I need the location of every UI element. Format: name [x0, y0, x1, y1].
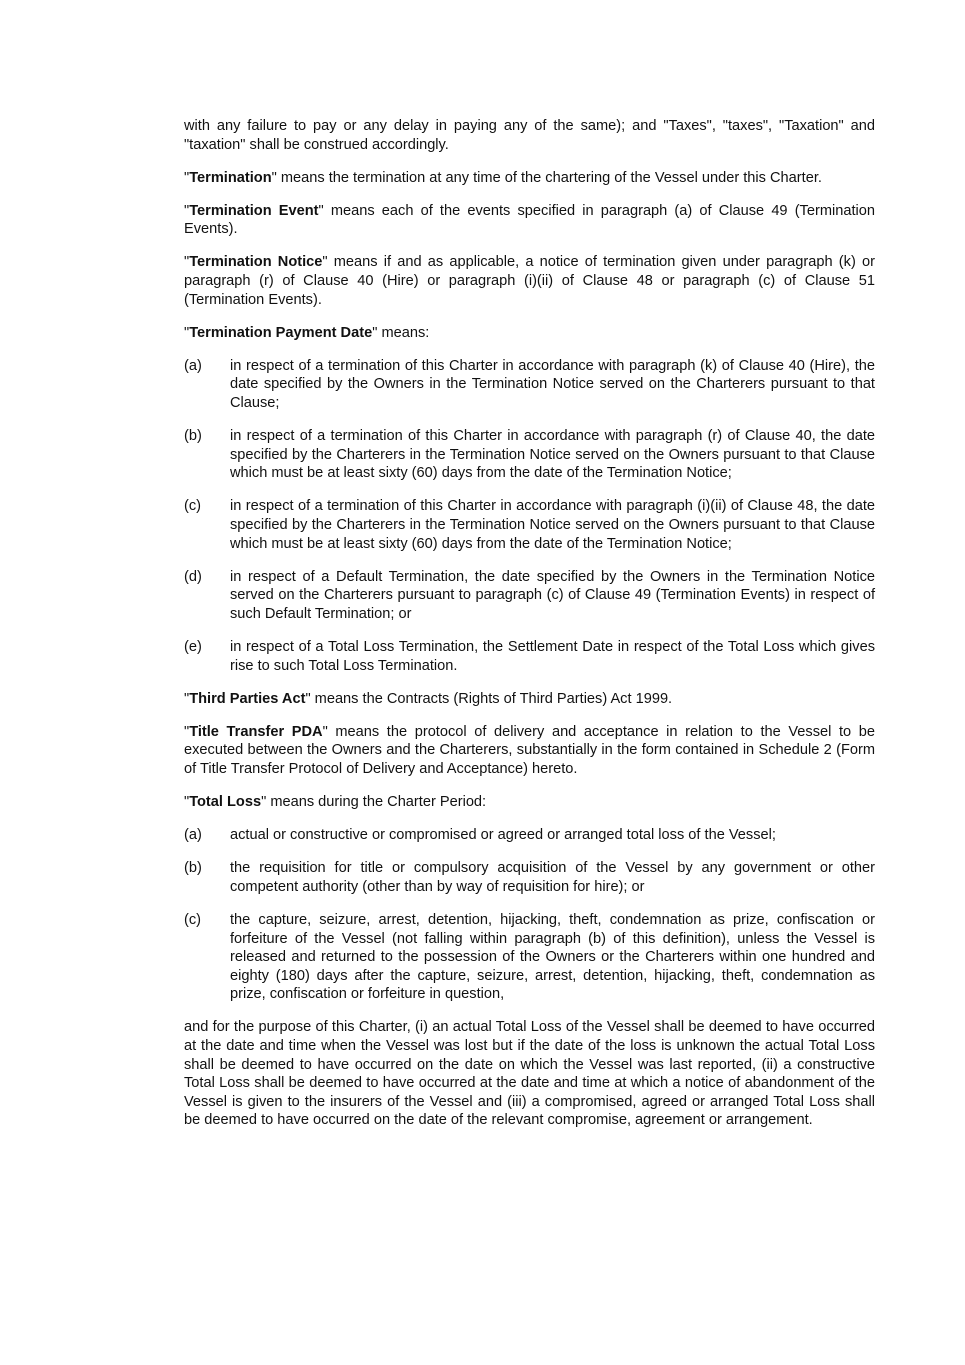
- list-item-label: (b): [184, 428, 202, 445]
- definition-termination-event: "Termination Event" means each of the events specified in paragraph (a) of Clause 49 (Termination Events).: [184, 202, 875, 238]
- list-item-text: in respect of a termination of this Charter in accordance with paragraph (i)(ii) of Clause 48, the date specified by the Charterers in the Termination Notice served on the Owners pursuant to that Clause which must be at least sixty (60) days from the date of the Termination Notice;: [230, 498, 875, 552]
- document-page: [184, 117, 875, 1144]
- list-item-label: (e): [184, 638, 202, 655]
- definition-term: Termination: [189, 169, 272, 186]
- list-item-text: the requisition for title or compulsory acquisition of the Vessel by any government or other competent authority (other than by way of requisition for hire); or: [230, 860, 875, 895]
- definition-text: " means during the Charter Period:: [261, 794, 487, 811]
- list-item-text: actual or constructive or compromised or agreed or arranged total loss of the Vessel;: [230, 827, 776, 844]
- list-item-label: (a): [184, 827, 202, 844]
- definition-text: " means:: [372, 324, 430, 341]
- definition-text: " means the protocol of delivery and acceptance in relation to the Vessel to be executed between the Owners and the Charterers, substantially in the form contained in Schedule 2 (Form of Title Transfer Protocol of Delivery and Acceptance) hereto.: [184, 723, 875, 777]
- list-item: [184, 826, 875, 845]
- definition-total-loss: "Total Loss" means during the Charter Period:: [184, 794, 487, 811]
- definition-term: Third Parties Act: [189, 690, 306, 707]
- definition-third-parties-act: "Third Parties Act" means the Contracts (Rights of Third Parties) Act 1999.: [184, 690, 673, 707]
- list-item-label: (c): [184, 498, 202, 515]
- list-item: [184, 357, 875, 413]
- definition-title-transfer-pda: "Title Transfer PDA" means the protocol of delivery and acceptance in relation to the Vessel to be executed between the Owners and the Charterers, substantially in the form contained in Schedule 2 (Form of Title Transfer Protocol of Delivery and Acceptance) hereto.: [184, 723, 875, 777]
- definition-term: Title Transfer PDA: [189, 723, 323, 740]
- definition-text: " means the Contracts (Rights of Third Parties) Act 1999.: [305, 690, 673, 707]
- intro-paragraph: with any failure to pay or any delay in paying any of the same); and "Taxes", "taxes", "Taxation" and "taxation" shall be construed accordingly.: [184, 118, 875, 153]
- definition-termination-payment-date: "Termination Payment Date" means:: [184, 324, 430, 341]
- definition-termination-notice: "Termination Notice" means if and as applicable, a notice of termination given under paragraph (k) or paragraph (r) of Clause 40 (Hire) or paragraph (i)(ii) of Clause 48 or paragraph (c) of Clause 51 (Termination Events).: [184, 254, 875, 308]
- list-item-label: (d): [184, 568, 202, 585]
- definition-termination: "Termination" means the termination at any time of the chartering of the Vessel under this Charter.: [184, 169, 822, 186]
- definition-text: " means each of the events specified in paragraph (a) of Clause 49 (Termination Events).: [184, 202, 875, 238]
- closing-paragraph: and for the purpose of this Charter, (i) an actual Total Loss of the Vessel shall be deemed to have occurred at the date and time when the Vessel was lost but if the date of the loss is unknown the actual Total Loss shall be deemed to have occurred on the date on which the Vessel was last reported, (ii) a constructive Total Loss shall be deemed to have occurred at the date and time at which a notice of abandonment of the Vessel is given to the insurers of the Vessel and (iii) a compromised, agreed or arranged Total Loss shall be deemed to have occurred on the date of the relevant compromise, agreement or arrangement.: [184, 1019, 875, 1129]
- definition-text: " means if and as applicable, a notice of termination given under paragraph (k) or paragraph (r) of Clause 40 (Hire) or paragraph (i)(ii) of Clause 48 or paragraph (c) of Clause 51 (Termination Events).: [184, 254, 875, 308]
- list-item-text: in respect of a termination of this Charter in accordance with paragraph (k) of Clause 40 (Hire), the date specified by the Owners in the Termination Notice served on the Charterers pursuant to that Clause;: [230, 357, 875, 412]
- definition-term: Total Loss: [189, 794, 262, 811]
- list-item-text: in respect of a Default Termination, the date specified by the Owners in the Termination Notice served on the Charterers pursuant to paragraph (c) of Clause 49 (Termination Events) in respect of such Default Termination; or: [230, 568, 875, 622]
- list-item-text: in respect of a Total Loss Termination, the Settlement Date in respect of the Total Loss which gives rise to such Total Loss Termination.: [230, 638, 875, 674]
- list-item: [184, 497, 875, 553]
- list-item-label: (b): [184, 860, 202, 877]
- list-item: [184, 568, 875, 624]
- list-item: [184, 427, 875, 483]
- list-item-text: the capture, seizure, arrest, detention, hijacking, theft, condemnation as prize, confiscation or forfeiture of the Vessel (not falling within paragraph (b) of this definition), unless the Vessel is released and returned to the possession of the Owners or the Charterers within one hundred and eighty (180) days after the capture, seizure, arrest, detention, hijacking, theft, condemnation as prize, confiscation or forfeiture in question,: [230, 911, 875, 1003]
- definition-term: Termination Payment Date: [189, 324, 373, 341]
- list-item: [184, 859, 875, 896]
- list-item-text: in respect of a termination of this Charter in accordance with paragraph (r) of Clause 40, the date specified by the Charterers in the Termination Notice served on the Owners pursuant to that Clause which must be at least sixty (60) days from the date of the Termination Notice;: [230, 428, 875, 482]
- list-item: [184, 638, 875, 675]
- definition-term: Termination Event: [189, 202, 319, 219]
- list-item-label: (a): [184, 357, 202, 374]
- definition-term: Termination Notice: [189, 254, 323, 271]
- list-item-label: (c): [184, 911, 202, 928]
- definition-text: " means the termination at any time of the chartering of the Vessel under this Charter.: [271, 169, 822, 186]
- list-item: [184, 911, 875, 1004]
